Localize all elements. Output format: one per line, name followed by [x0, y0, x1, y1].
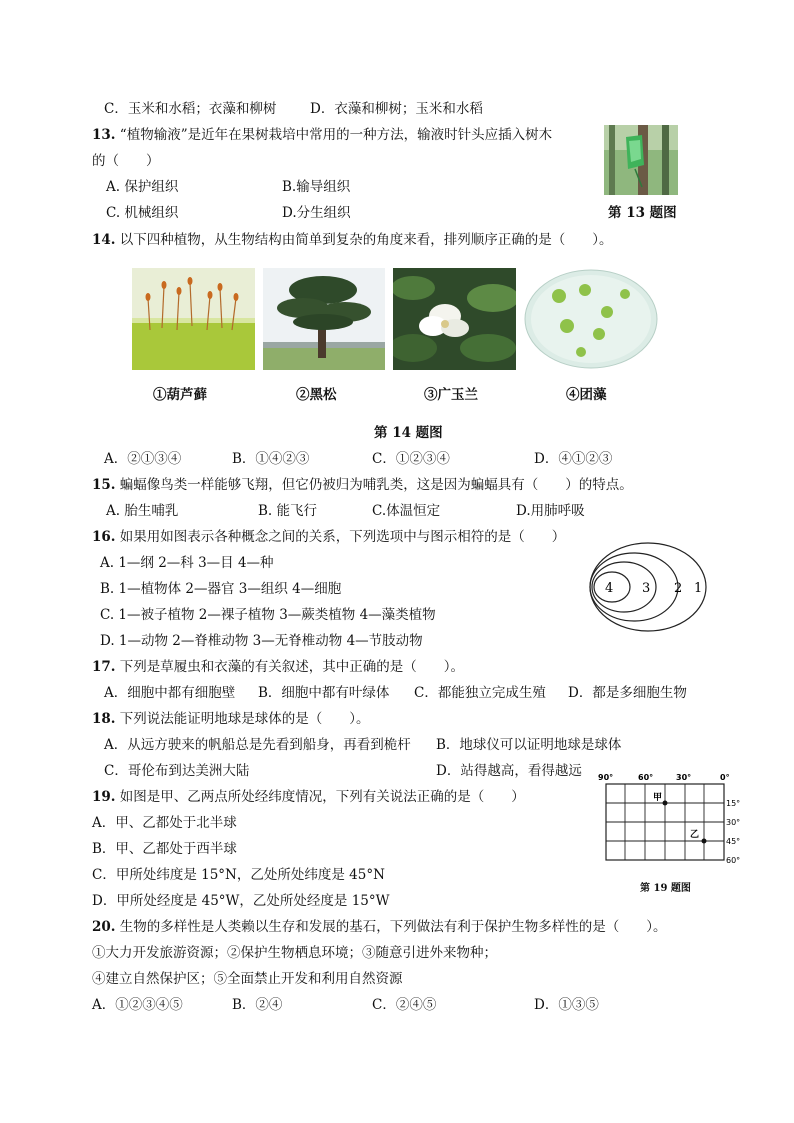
- volvox-photo: [523, 268, 659, 370]
- pine-label: ②黑松: [296, 387, 337, 403]
- grid-top-label-90: 90°: [598, 773, 614, 782]
- question-number: 14.: [92, 232, 116, 248]
- question-number: 20.: [92, 919, 116, 935]
- q17-option-b: B．细胞中都有叶绿体: [258, 685, 390, 701]
- point-yi-label: 乙: [690, 830, 700, 840]
- q13-option-c: C. 机械组织: [106, 205, 179, 221]
- q20-line1: ①大力开发旅游资源；②保护生物栖息环境；③随意引进外来物种；: [92, 945, 497, 961]
- diagram-label-2: 2: [674, 581, 683, 596]
- grid-right-label-15: 15°: [726, 799, 741, 808]
- magnolia-photo: [393, 268, 516, 370]
- volvox-label: ④团藻: [566, 387, 607, 403]
- q17-option-c: C．都能独立完成生殖: [414, 685, 546, 701]
- question-number: 17.: [92, 659, 116, 675]
- q20-stem: [92, 918, 667, 936]
- q17-option-d: D．都是多细胞生物: [568, 685, 687, 701]
- grid-top-label-0: 0°: [720, 773, 730, 782]
- q19-option-a: A．甲、乙都处于北半球: [92, 815, 237, 831]
- q17-stem: [92, 658, 464, 676]
- q19-stem: [92, 788, 525, 806]
- question-text: 以下四种植物，从生物结构由简单到复杂的角度来看，排列顺序正确的是（ ）。: [119, 232, 613, 248]
- q13-option-b: B.输导组织: [282, 179, 351, 195]
- nested-ellipse-diagram: [588, 540, 718, 636]
- q19-option-d: D．甲所处经度是 45°W，乙处所处经度是 15°W: [92, 893, 390, 909]
- grid-top-label-30: 30°: [676, 773, 692, 782]
- grid-right-label-45: 45°: [726, 837, 741, 846]
- q16-option-c: C. 1—被子植物 2—裸子植物 3—蕨类植物 4—藻类植物: [100, 607, 436, 623]
- q20-line2: ④建立自然保护区；⑤全面禁止开发和利用自然资源: [92, 971, 403, 987]
- q18-option-b: B．地球仪可以证明地球是球体: [436, 737, 622, 753]
- q14-option-b: B．①④②③: [232, 451, 310, 467]
- lat-long-grid: [596, 770, 746, 878]
- q15-option-d: D.用肺呼吸: [516, 503, 585, 519]
- grid-right-label-60: 60°: [726, 856, 741, 865]
- q12-option-d: D．衣藻和柳树；玉米和水稻: [310, 101, 483, 117]
- q13-option-a: A. 保护组织: [106, 179, 179, 195]
- q14-option-c: C．①②③④: [372, 451, 450, 467]
- q15-option-b: B. 能飞行: [258, 503, 318, 519]
- question-number: 16.: [92, 529, 116, 545]
- question-number: 19.: [92, 789, 116, 805]
- q12-option-c: C．玉米和水稻；衣藻和柳树: [104, 101, 277, 117]
- q20-option-b: B．②④: [232, 997, 283, 1013]
- q18-option-c: C．哥伦布到达美洲大陆: [104, 763, 250, 779]
- question-text: “植物输液”是近年在果树栽培中常用的一种方法，输液时针头应插入树木: [119, 127, 553, 143]
- pine-tree-photo: [263, 268, 385, 370]
- q15-option-a: A. 胎生哺乳: [106, 503, 179, 519]
- q13-option-d: D.分生组织: [282, 205, 351, 221]
- question-number: 13.: [92, 127, 116, 143]
- q14-figure-caption: 第 14 题图: [374, 425, 443, 441]
- q20-option-c: C．②④⑤: [372, 997, 437, 1013]
- q15-stem: [92, 476, 633, 494]
- grid-top-label-60: 60°: [638, 773, 654, 782]
- q16-option-a: A. 1—纲 2—科 3—目 4—种: [100, 555, 274, 571]
- q13-stem-line2: 的（ ）: [92, 153, 160, 169]
- magnolia-label: ③广玉兰: [424, 387, 478, 403]
- moss-label: ①葫芦藓: [153, 387, 207, 403]
- q14-option-d: D．④①②③: [534, 451, 613, 467]
- question-text: 如图是甲、乙两点所处经纬度情况，下列有关说法正确的是（ ）: [119, 789, 525, 805]
- grid-right-label-30: 30°: [726, 818, 741, 827]
- moss-photo: [132, 268, 255, 370]
- q17-option-a: A．细胞中都有细胞壁: [104, 685, 236, 701]
- question-text: 下列说法能证明地球是球体的是（ ）。: [119, 711, 370, 727]
- q14-option-a: A．②①③④: [104, 451, 182, 467]
- question-text: 如果用如图表示各种概念之间的关系，下列选项中与图示相符的是（ ）: [119, 529, 566, 545]
- point-jia-label: 甲: [653, 793, 663, 803]
- q13-stem-line1: [92, 126, 552, 144]
- question-text: 生物的多样性是人类赖以生存和发展的基石，下列做法有利于保护生物多样性的是（ ）。: [119, 919, 667, 935]
- q19-figure-caption: 第 19 题图: [640, 883, 691, 894]
- q16-stem: [92, 528, 565, 546]
- question-text: 蝙蝠像鸟类一样能够飞翔，但它仍被归为哺乳类，这是因为蝙蝠具有（ ）的特点。: [119, 477, 633, 493]
- diagram-label-3: 3: [642, 581, 651, 596]
- q16-option-b: B. 1—植物体 2—器官 3—组织 4—细胞: [100, 581, 342, 597]
- diagram-label-4: 4: [605, 581, 614, 596]
- iv-bag-tree-photo: [604, 125, 678, 195]
- q20-option-d: D．①③⑤: [534, 997, 599, 1013]
- q19-option-c: C．甲所处纬度是 15°N，乙处所处纬度是 45°N: [92, 867, 385, 883]
- question-number: 15.: [92, 477, 116, 493]
- q18-stem: [92, 710, 370, 728]
- question-text: 下列是草履虫和衣藻的有关叙述，其中正确的是（ ）。: [119, 659, 465, 675]
- q13-figure-caption: 第 13 题图: [608, 205, 677, 221]
- q20-option-a: A．①②③④⑤: [92, 997, 183, 1013]
- q14-stem: [92, 231, 613, 249]
- q16-option-d: D. 1—动物 2—脊椎动物 3—无脊椎动物 4—节肢动物: [100, 633, 423, 649]
- q18-option-a: A．从远方驶来的帆船总是先看到船身，再看到桅杆: [104, 737, 411, 753]
- q15-option-c: C.体温恒定: [372, 503, 441, 519]
- diagram-label-1: 1: [694, 581, 703, 596]
- question-number: 18.: [92, 711, 116, 727]
- q19-option-b: B．甲、乙都处于西半球: [92, 841, 237, 857]
- q18-option-d: D．站得越高，看得越远: [436, 763, 582, 779]
